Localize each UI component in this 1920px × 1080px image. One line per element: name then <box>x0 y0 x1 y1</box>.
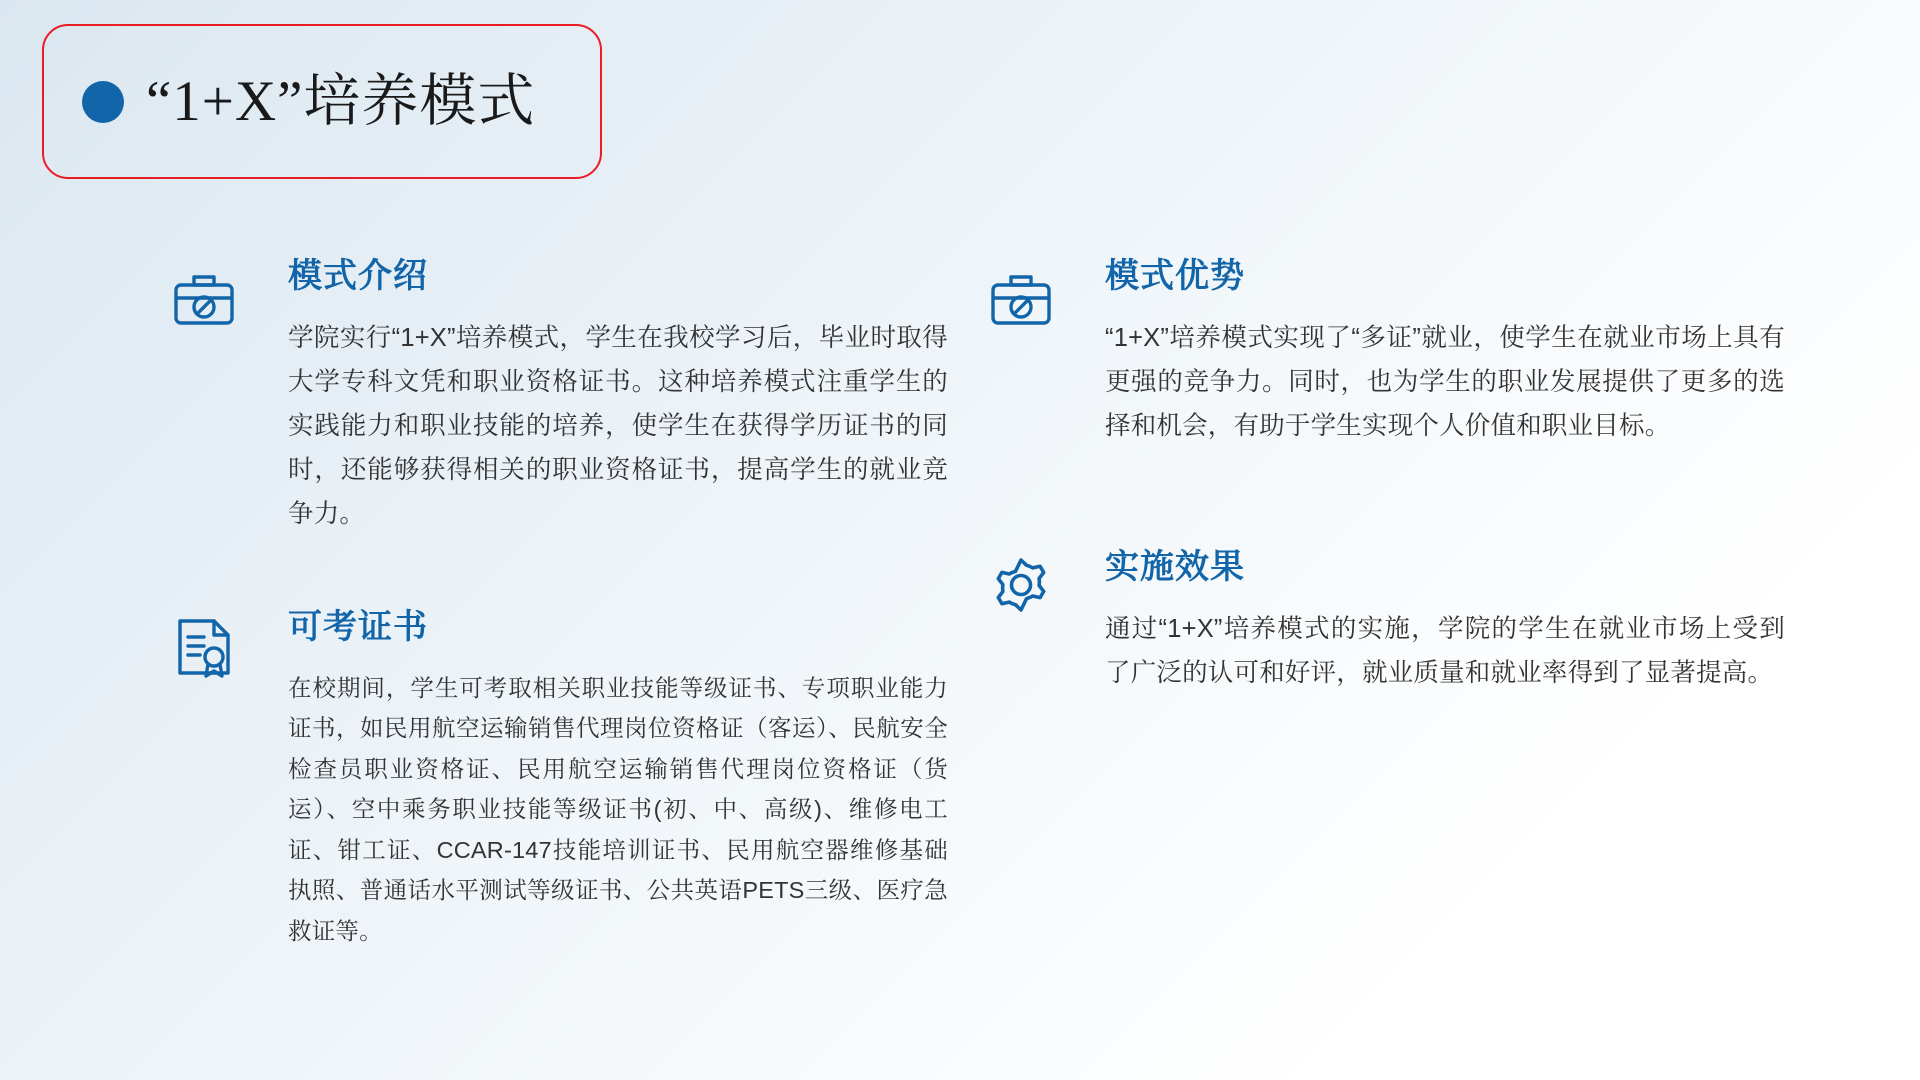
section-title: 模式介绍 <box>288 257 428 295</box>
section-title: 模式优势 <box>1105 257 1245 295</box>
section-text: “1+X”培养模式实现了“多证”就业，使学生在就业市场上具有更强的竞争力。同时，也为学生的职业发展提供了更多的选择和机会，有助于学生实现个人价值和职业目标。 <box>1105 324 1785 441</box>
section-text: 学院实行“1+X”培养模式，学生在我校学习后，毕业时取得大学专科文凭和职业资格证书。这种培养模式注重学生的实践能力和职业技能的培养，使学生在获得学历证书的同时，还能够获得相关的职业资格证书，提高学生的就业竞争力。 <box>288 324 948 528</box>
section-text: 在校期间，学生可考取相关职业技能等级证书、专项职业能力证书，如民用航空运输销售代理岗位资格证（客运）、民航安全检查员职业资格证、民用航空运输销售代理岗位资格证（货运）、空中乘务职业技能等级证书(初、中、高级)、维修电工证、钳工证、CCAR-147技能培训证书、民用航空器维修基础执照、普通话水平测试等级证书、公共英语PETS三级、医疗急救证等。 <box>288 675 948 944</box>
gear-icon <box>985 551 1057 623</box>
page-title-badge <box>42 24 602 179</box>
right-column <box>985 258 1785 696</box>
section-available-certificates <box>168 609 958 951</box>
page-title: “1+X”培养模式 <box>146 70 536 133</box>
left-column <box>168 258 958 951</box>
briefcase-badge-icon <box>985 260 1057 332</box>
briefcase-badge-icon <box>168 260 240 332</box>
section-mode-advantages <box>985 258 1785 449</box>
section-mode-introduction <box>168 258 958 537</box>
section-implementation-effect <box>985 549 1785 696</box>
certificate-icon <box>168 611 240 683</box>
section-title: 实施效果 <box>1105 547 1245 586</box>
bullet-icon <box>82 81 124 123</box>
section-text: 通过“1+X”培养模式的实施，学院的学生在就业市场上受到了广泛的认可和好评，就业质量和就业率得到了显著提高。 <box>1105 615 1785 688</box>
section-title: 可考证书 <box>288 607 428 646</box>
